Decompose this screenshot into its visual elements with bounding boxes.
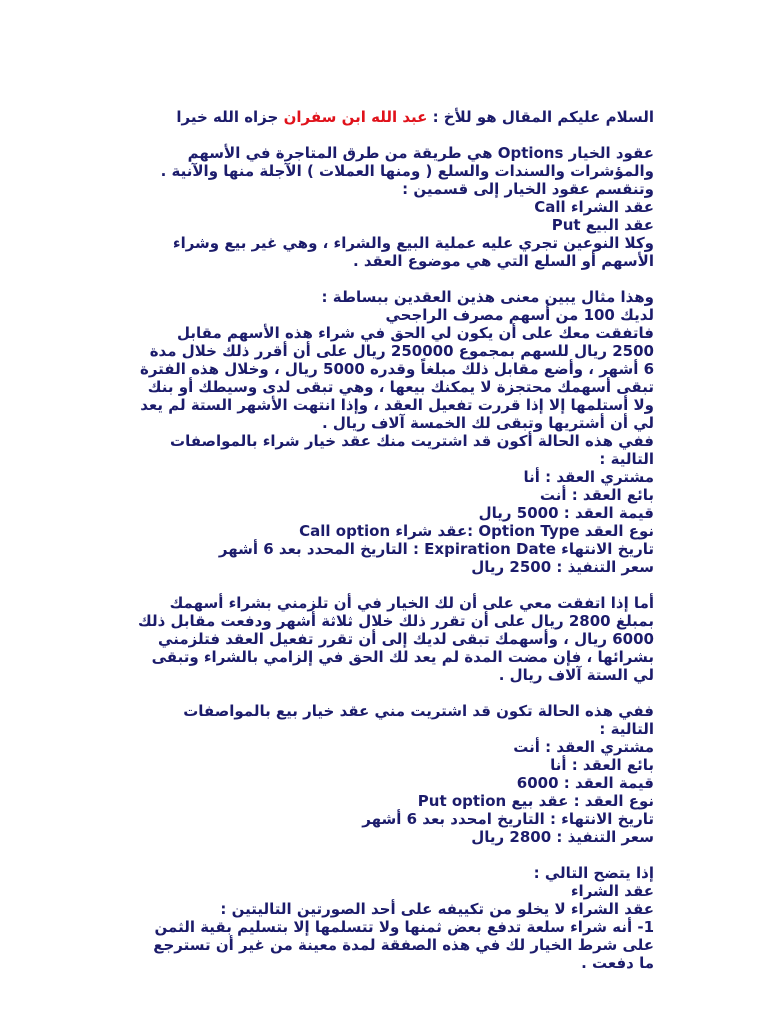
text-line: أما إذا اتفقت معي على أن لك الخيار في أن تلزمني بشراء أسهمك bbox=[169, 594, 654, 612]
text-line: ففي هذه الحالة أكون قد اشتريت منك عقد خيار شراء بالمواصفات bbox=[170, 432, 654, 450]
text-line: عقود الخيار Options هي طريقة من طرق المتاجرة في الأسهم bbox=[187, 144, 654, 162]
text-line: قيمة العقد : 6000 bbox=[516, 774, 654, 792]
text-line: تاريخ الانتهاء : التاريخ امحدد بعد 6 أشهر bbox=[362, 810, 654, 828]
text-line: مشتري العقد : أنا bbox=[523, 468, 654, 486]
text-line: لي أن أشتريها وتبقى لك الخمسة آلاف ريال . bbox=[321, 414, 654, 432]
text-line: وكلا النوعين تجري عليه عملية البيع والشراء ، وهي غير بيع وشراء bbox=[172, 234, 654, 252]
text-line bbox=[118, 270, 654, 288]
text-line: ولا أستلمها إلا إذا قررت تفعيل العقد ، وإذا انتهت الأشهر الستة لم يعد bbox=[140, 396, 654, 414]
text-line: 6 أشهر ، وأضع مقابل ذلك مبلغاً وقدره 5000 ريال ، وخلال هذه الفترة bbox=[139, 360, 654, 378]
text-line: وتنقسم عقود الخيار إلى قسمين : bbox=[402, 180, 654, 198]
text-line: بائع العقد : أنا bbox=[550, 756, 654, 774]
text-line bbox=[118, 846, 654, 864]
article-body bbox=[118, 108, 654, 972]
text-line: ما دفعت . bbox=[581, 954, 654, 972]
text-line: عقد الشراء Call bbox=[534, 198, 654, 216]
text-line bbox=[118, 576, 654, 594]
text-line: فاتفقت معك على أن يكون لي الحق في شراء هذه الأسهم مقابل bbox=[177, 324, 654, 342]
text-line: نوع العقد : عقد بيع Put option bbox=[417, 792, 654, 810]
text-line: بمبلغ 2800 ريال على أن تقرر ذلك خلال ثلاثة أشهر ودفعت مقابل ذلك bbox=[137, 612, 654, 630]
text-line: الأسهم أو السلع التي هي موضوع العقد . bbox=[352, 252, 654, 270]
text-line: ففي هذه الحالة تكون قد اشتريت مني عقد خيار بيع بالمواصفات bbox=[183, 702, 654, 720]
greeting-blessing: جزاه الله خيرا bbox=[176, 108, 284, 126]
text-line: بشرائها ، فإن مضت المدة لم يعد لك الحق في إلزامي بالشراء وتبقى bbox=[151, 648, 654, 666]
text-line: عقد الشراء لا يخلو من تكييفه على أحد الصورتين التاليتين : bbox=[220, 900, 654, 918]
text-line: 2500 ريال للسهم بمجموع 250000 ريال على أن أقرر ذلك خلال مدة bbox=[149, 342, 654, 360]
text-line: سعر التنفيذ : 2500 ريال bbox=[471, 558, 654, 576]
text-line: على شرط الخيار لك في هذه الصفقة لمدة معينة من غير أن تسترجع bbox=[153, 936, 654, 954]
text-line: والمؤشرات والسندات والسلع ( ومنها العملات ) الآجلة منها والآنية . bbox=[160, 162, 654, 180]
text-line: لي الستة آلاف ريال . bbox=[498, 666, 654, 684]
text-line: عقد الشراء bbox=[570, 882, 654, 900]
text-line bbox=[118, 126, 654, 144]
text-line: التالية : bbox=[599, 450, 654, 468]
text-line bbox=[118, 684, 654, 702]
text-line: نوع العقد Option Type :عقد شراء Call option bbox=[299, 522, 654, 540]
text-line: 6000 ريال ، وأسهمك تبقى لديك إلى أن تقرر تفعيل العقد فتلزمني bbox=[158, 630, 654, 648]
text-line: تبقى أسهمك محتجزة لا يمكنك بيعها ، وهي تبقى لدى وسيطك أو بنك bbox=[147, 378, 654, 396]
text-line: سعر التنفيذ : 2800 ريال bbox=[471, 828, 654, 846]
text-line: تاريخ الانتهاء Expiration Date : التاريخ المحدد بعد 6 أشهر bbox=[218, 540, 654, 558]
text-line: التالية : bbox=[599, 720, 654, 738]
text-line: قيمة العقد : 5000 ريال bbox=[478, 504, 654, 522]
greeting-line bbox=[118, 108, 654, 126]
text-line: بائع العقد : أنت bbox=[539, 486, 654, 504]
text-line: عقد البيع Put bbox=[551, 216, 654, 234]
text-line: لديك 100 من أسهم مصرف الراجحي bbox=[385, 306, 654, 324]
text-line: إذا يتضح التالي : bbox=[533, 864, 654, 882]
author-name: عبد الله ابن سفران bbox=[283, 108, 428, 126]
text-line: وهذا مثال يبين معنى هذين العقدين ببساطة : bbox=[321, 288, 654, 306]
text-line: 1- أنه شراء سلعة تدفع بعض ثمنها ولا تتسلمها إلا بتسليم بقية الثمن bbox=[154, 918, 654, 936]
greeting-text: السلام عليكم المقال هو للأخ : bbox=[427, 108, 654, 126]
text-line: مشتري العقد : أنت bbox=[513, 738, 654, 756]
